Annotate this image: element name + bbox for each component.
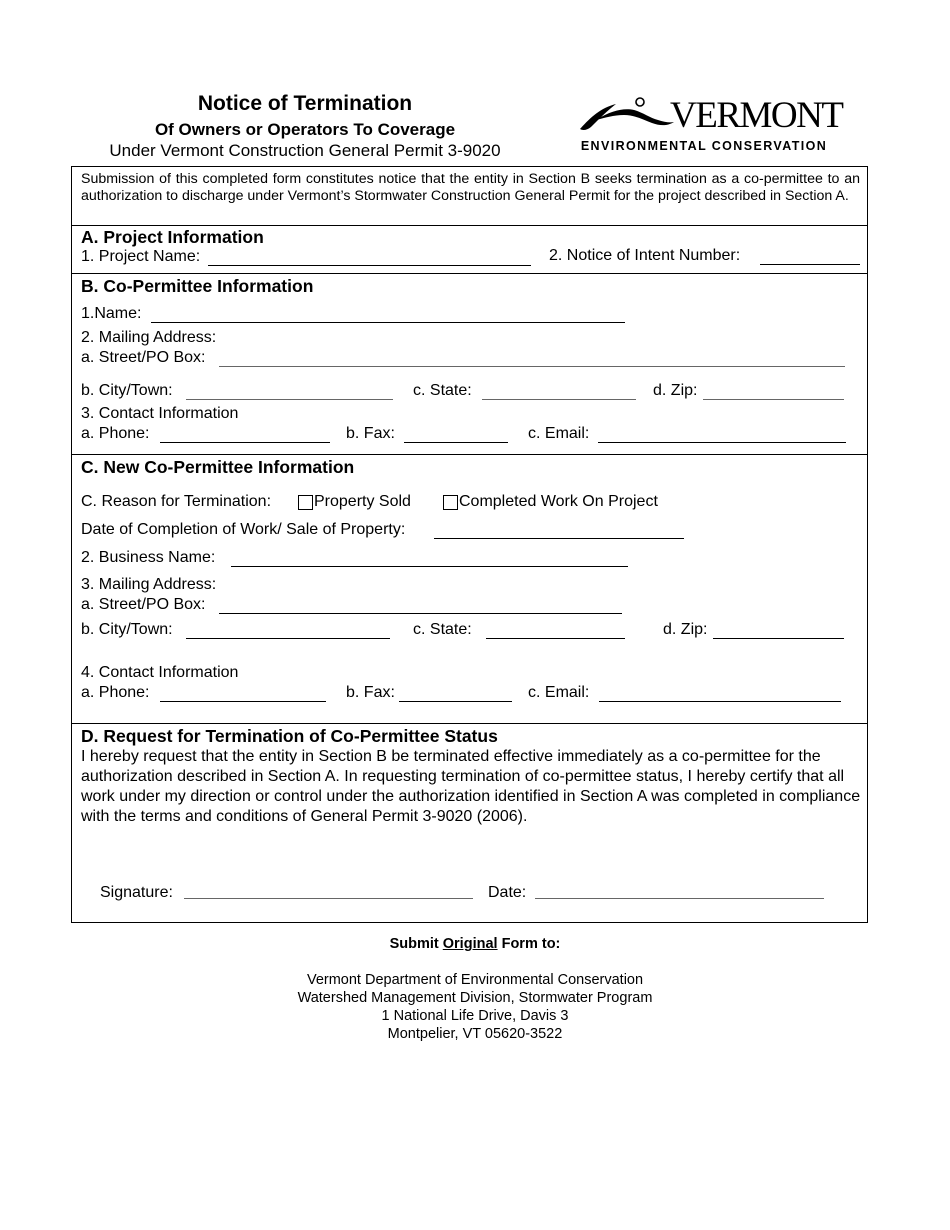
submit-instruction [0, 936, 950, 952]
address-line: Vermont Department of Environmental Conservation [306, 972, 644, 988]
intro-paragraph: Submission of this completed form constitutes notice that the entity in Section B seeks termination as a co-permittee to an authorization to discharge under Vermont’s Stormwater Construction General Permit for the project described in Section A. [81, 171, 860, 204]
c-phone-field[interactable] [160, 701, 326, 702]
property-sold-label: Property Sold [314, 493, 411, 510]
c-state-field[interactable] [486, 638, 625, 639]
b-state-label: c. State: [413, 382, 472, 399]
permit-line: Under Vermont Construction General Permit 3-9020 [109, 141, 501, 160]
b-name-label: 1.Name: [81, 305, 142, 322]
b-zip-label: d. Zip: [653, 382, 698, 399]
c-zip-label: d. Zip: [663, 621, 708, 638]
b-zip-field[interactable] [703, 399, 844, 400]
c-fax-field[interactable] [399, 701, 512, 702]
business-name-label: 2. Business Name: [81, 549, 216, 566]
c-email-label: c. Email: [528, 684, 590, 701]
completed-work-label: Completed Work On Project [459, 493, 658, 510]
address-line: Watershed Management Division, Stormwater Program [297, 990, 653, 1006]
c-zip-field[interactable] [713, 638, 844, 639]
b-street-label: a. Street/PO Box: [81, 349, 206, 366]
form-box [71, 166, 868, 923]
signature-label: Signature: [100, 884, 173, 901]
date-completion-field[interactable] [434, 538, 684, 539]
divider [72, 454, 867, 455]
c-email-field[interactable] [599, 701, 841, 702]
address-line: Montpelier, VT 05620-3522 [387, 1026, 563, 1042]
b-email-field[interactable] [598, 442, 846, 443]
b-street-field[interactable] [219, 366, 845, 367]
logo-wordmark: VERMONT [670, 95, 843, 136]
c-phone-label: a. Phone: [81, 684, 150, 701]
section-a-title: A. Project Information [81, 227, 264, 247]
project-name-field[interactable] [208, 265, 531, 266]
b-phone-field[interactable] [160, 442, 330, 443]
c-fax-label: b. Fax: [346, 684, 395, 701]
address-line: 1 National Life Drive, Davis 3 [381, 1008, 569, 1024]
c-contact-label: 4. Contact Information [81, 664, 239, 681]
b-state-field[interactable] [482, 399, 636, 400]
c-street-field[interactable] [219, 613, 622, 614]
date-field[interactable] [535, 898, 824, 899]
b-fax-field[interactable] [404, 442, 508, 443]
c-city-label: b. City/Town: [81, 621, 173, 638]
b-city-label: b. City/Town: [81, 382, 173, 399]
divider [72, 225, 867, 226]
mountain-brush-icon [578, 96, 678, 136]
form-title: Notice of Termination [197, 92, 413, 115]
reason-label: C. Reason for Termination: [81, 493, 272, 510]
c-state-label: c. State: [413, 621, 472, 638]
c-street-label: a. Street/PO Box: [81, 596, 206, 613]
certification-paragraph: I hereby request that the entity in Section B be terminated effective immediately as a co-permittee for the authorization described in Section A. In requesting termination of co-permittee status, I hereby certify that all work under my direction or control under the authorization identified in Section A was completed in compliance with the terms and conditions of General Permit 3-9020 (2006). [81, 748, 861, 825]
property-sold-checkbox[interactable] [298, 495, 313, 510]
business-name-field[interactable] [231, 566, 628, 567]
b-contact-label: 3. Contact Information [81, 405, 239, 422]
section-d-title: D. Request for Termination of Co-Permittee Status [81, 726, 498, 746]
divider [72, 723, 867, 724]
b-mailing-label: 2. Mailing Address: [81, 329, 217, 346]
c-mailing-label: 3. Mailing Address: [81, 576, 217, 593]
completed-work-checkbox[interactable] [443, 495, 458, 510]
b-email-label: c. Email: [528, 425, 590, 442]
noi-number-label: 2. Notice of Intent Number: [549, 247, 741, 264]
b-city-field[interactable] [186, 399, 393, 400]
section-b-title: B. Co-Permittee Information [81, 276, 314, 296]
submit-emphasis: Original [442, 936, 498, 952]
mailing-address [0, 971, 950, 1043]
divider [72, 273, 867, 274]
logo-subtext: ENVIRONMENTAL CONSERVATION [580, 139, 828, 153]
vermont-dec-logo [578, 94, 843, 158]
section-c-title: C. New Co-Permittee Information [81, 457, 355, 477]
signature-field[interactable] [184, 898, 473, 899]
date-label: Date: [488, 884, 527, 901]
b-name-field[interactable] [151, 322, 625, 323]
b-fax-label: b. Fax: [346, 425, 395, 442]
form-subtitle: Of Owners or Operators To Coverage [154, 120, 456, 139]
project-name-label: 1. Project Name: [81, 248, 201, 265]
c-city-field[interactable] [186, 638, 390, 639]
submit-prefix: Submit [389, 936, 443, 952]
submit-suffix: Form to: [497, 936, 561, 952]
date-completion-label: Date of Completion of Work/ Sale of Property: [81, 521, 406, 538]
noi-number-field[interactable] [760, 264, 860, 265]
b-phone-label: a. Phone: [81, 425, 150, 442]
